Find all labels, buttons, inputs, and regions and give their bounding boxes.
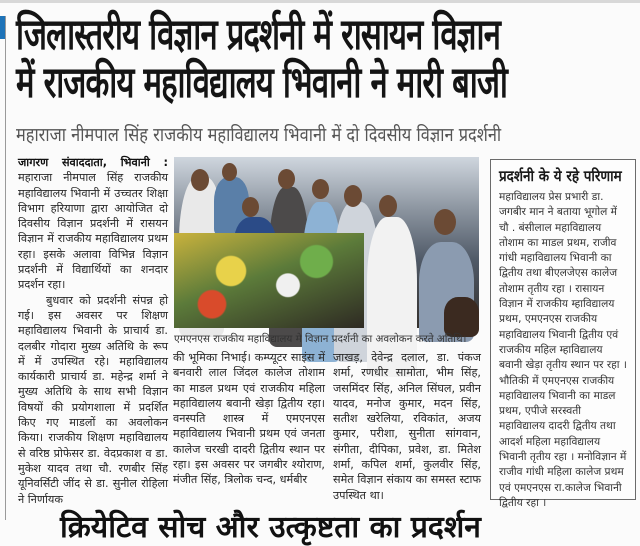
sidebox-title: प्रदर्शनी के ये रहे परिणाम (499, 167, 622, 185)
subheadline: महाराजा नीमपाल सिंह राजकीय महाविद्यालय भिवानी में दो दिवसीय विज्ञान प्रदर्शनी (16, 124, 502, 146)
dateline: जागरण संवाददाता, भिवानी : (18, 156, 168, 169)
article-photo (174, 157, 479, 328)
top-rule (0, 0, 640, 3)
article-column-1 (18, 155, 168, 507)
article-column-3: जाखड़, देवेन्द्र दलाल, डा. पंकज शर्मा, रणधीर सामोता, भीम सिंह, जसमिंदर सिंह, अनिल सिंघल, प्रवीन यादव, मनोज कुमार, मदन सिंह, सतीश खरेलिया, रविकांत, अजय कुमार, परीशा, सुनीता सांगवान, संगीता, दीपिका, प्रवेश, डा. मितेश शर्मा, कपिल शर्मा, कुलवीर सिंह, समेत विज्ञान संकाय का समस्त स्टाफ उपस्थित था। (333, 351, 481, 502)
headline-line-2: में राजकीय महाविद्यालय भिवानी ने मारी बाजी (16, 58, 508, 108)
headline-line-1: जिलास्तरीय विज्ञान प्रदर्शनी में रासायन विज्ञान (16, 10, 501, 60)
next-article-headline: क्रियेटिव सोच और उत्कृष्टता का प्रदर्शन (60, 510, 481, 545)
photo-caption: एमएनएस राजकीय महाविद्यालय मे विज्ञान प्रदर्शनी का अवलोकन करते अतिथि। (174, 333, 467, 345)
column-1-paragraph-1: महाराजा नीमपाल सिंह राजकीय महाविद्यालय भिवानी में उच्चतर शिक्षा विभाग हरियाणा द्वारा आयोजित दो दिवसीय विज्ञान प्रदर्शनी में रासयन विज्ञान में राजकीय महाविद्यालय प्रथम रहा। इसके अलावा विभिन्न विज्ञान प्रदर्शनी में विद्यार्थियों का शनदार प्रदर्शन रहा। (18, 171, 168, 292)
column-1-paragraph-2: बुधवार को प्रदर्शनी संपन्न हो गई। इस अवसर पर शिक्षण महाविद्यालय भिवानी के प्राचार्य डा. दलबीर गोदारा मुख्य अतिथि के रूप में में उपस्थित रहे। महाविद्यालय कार्यकारी प्राचार्य डा. महेन्द्र शर्मा ने मुख्य अतिथि के साथ सभी विज्ञान विषयों की प्रयोगशाला में प्रदर्शित किए गए माडलों का अवलोकन किया। राजकीय शिक्षण महाविद्यालय से वरिष्ठ प्रोफेसर डा. वेदप्रकाश व डा. मुकेश यादव तथा चौ. रणबीर सिंह यूनिवर्सिटी जींद से डा. सुनील रोहिला ने निर्णायक (18, 293, 168, 506)
sidebox-body: महाविद्यालय प्रेस प्रभारी डा. जगबीर मान ने बताया भूगोल में चौ . बंसीलाल महाविद्यालय तोशाम का माडल प्रथम, राजीव गांधी महाविद्यालय भिवानी का द्वितीय तथा बीएलजेएस कालेज तोशाम तृतीय रहा । रासायन विज्ञान में राजकीय म्हाविद्यालय प्रथम, एमएनएस राजकीय महाविद्यालय भिवानी द्वितीय एवं राजकीय महिल म्हाविद्यालय बवानी खेड़ा तृतीय स्थान पर रहा । भौतिकी में एमएनएस राजकीय महाविद्यालय भिवानी का माडल प्रथम, एपीजे सरस्वती महाविद्यालय दादरी द्वितीय तथा आदर्श महिला महाविद्यालय भिवानी तृतीय रहा । मनोविज्ञान में राजीव गांधी महिला कालेज प्रथम एवं एमएनएस रा.कालेज भिवानी द्वितीय रहा । (499, 191, 627, 509)
column-rule (5, 16, 6, 520)
article-column-2: की भूमिका निभाई। कम्प्यूटर साइंस में बनवारी लाल जिंदल कालेज तोशाम का माडल प्रथम एवं राजकीय महिला महाविद्यालय बवानी खेड़ा द्वितीय रहा। वनस्पति शास्त्र में एमएनएस महाविद्यालय भिवानी प्रथम एवं जनता कालेज चरखी दादरी द्वितीय स्थान पर रहा। इस अवसर पर जगबीर श्योराण, मंजीत सिंह, त्रिलोक चन्द, धर्मबीर (173, 351, 325, 487)
results-sidebox (490, 159, 636, 509)
